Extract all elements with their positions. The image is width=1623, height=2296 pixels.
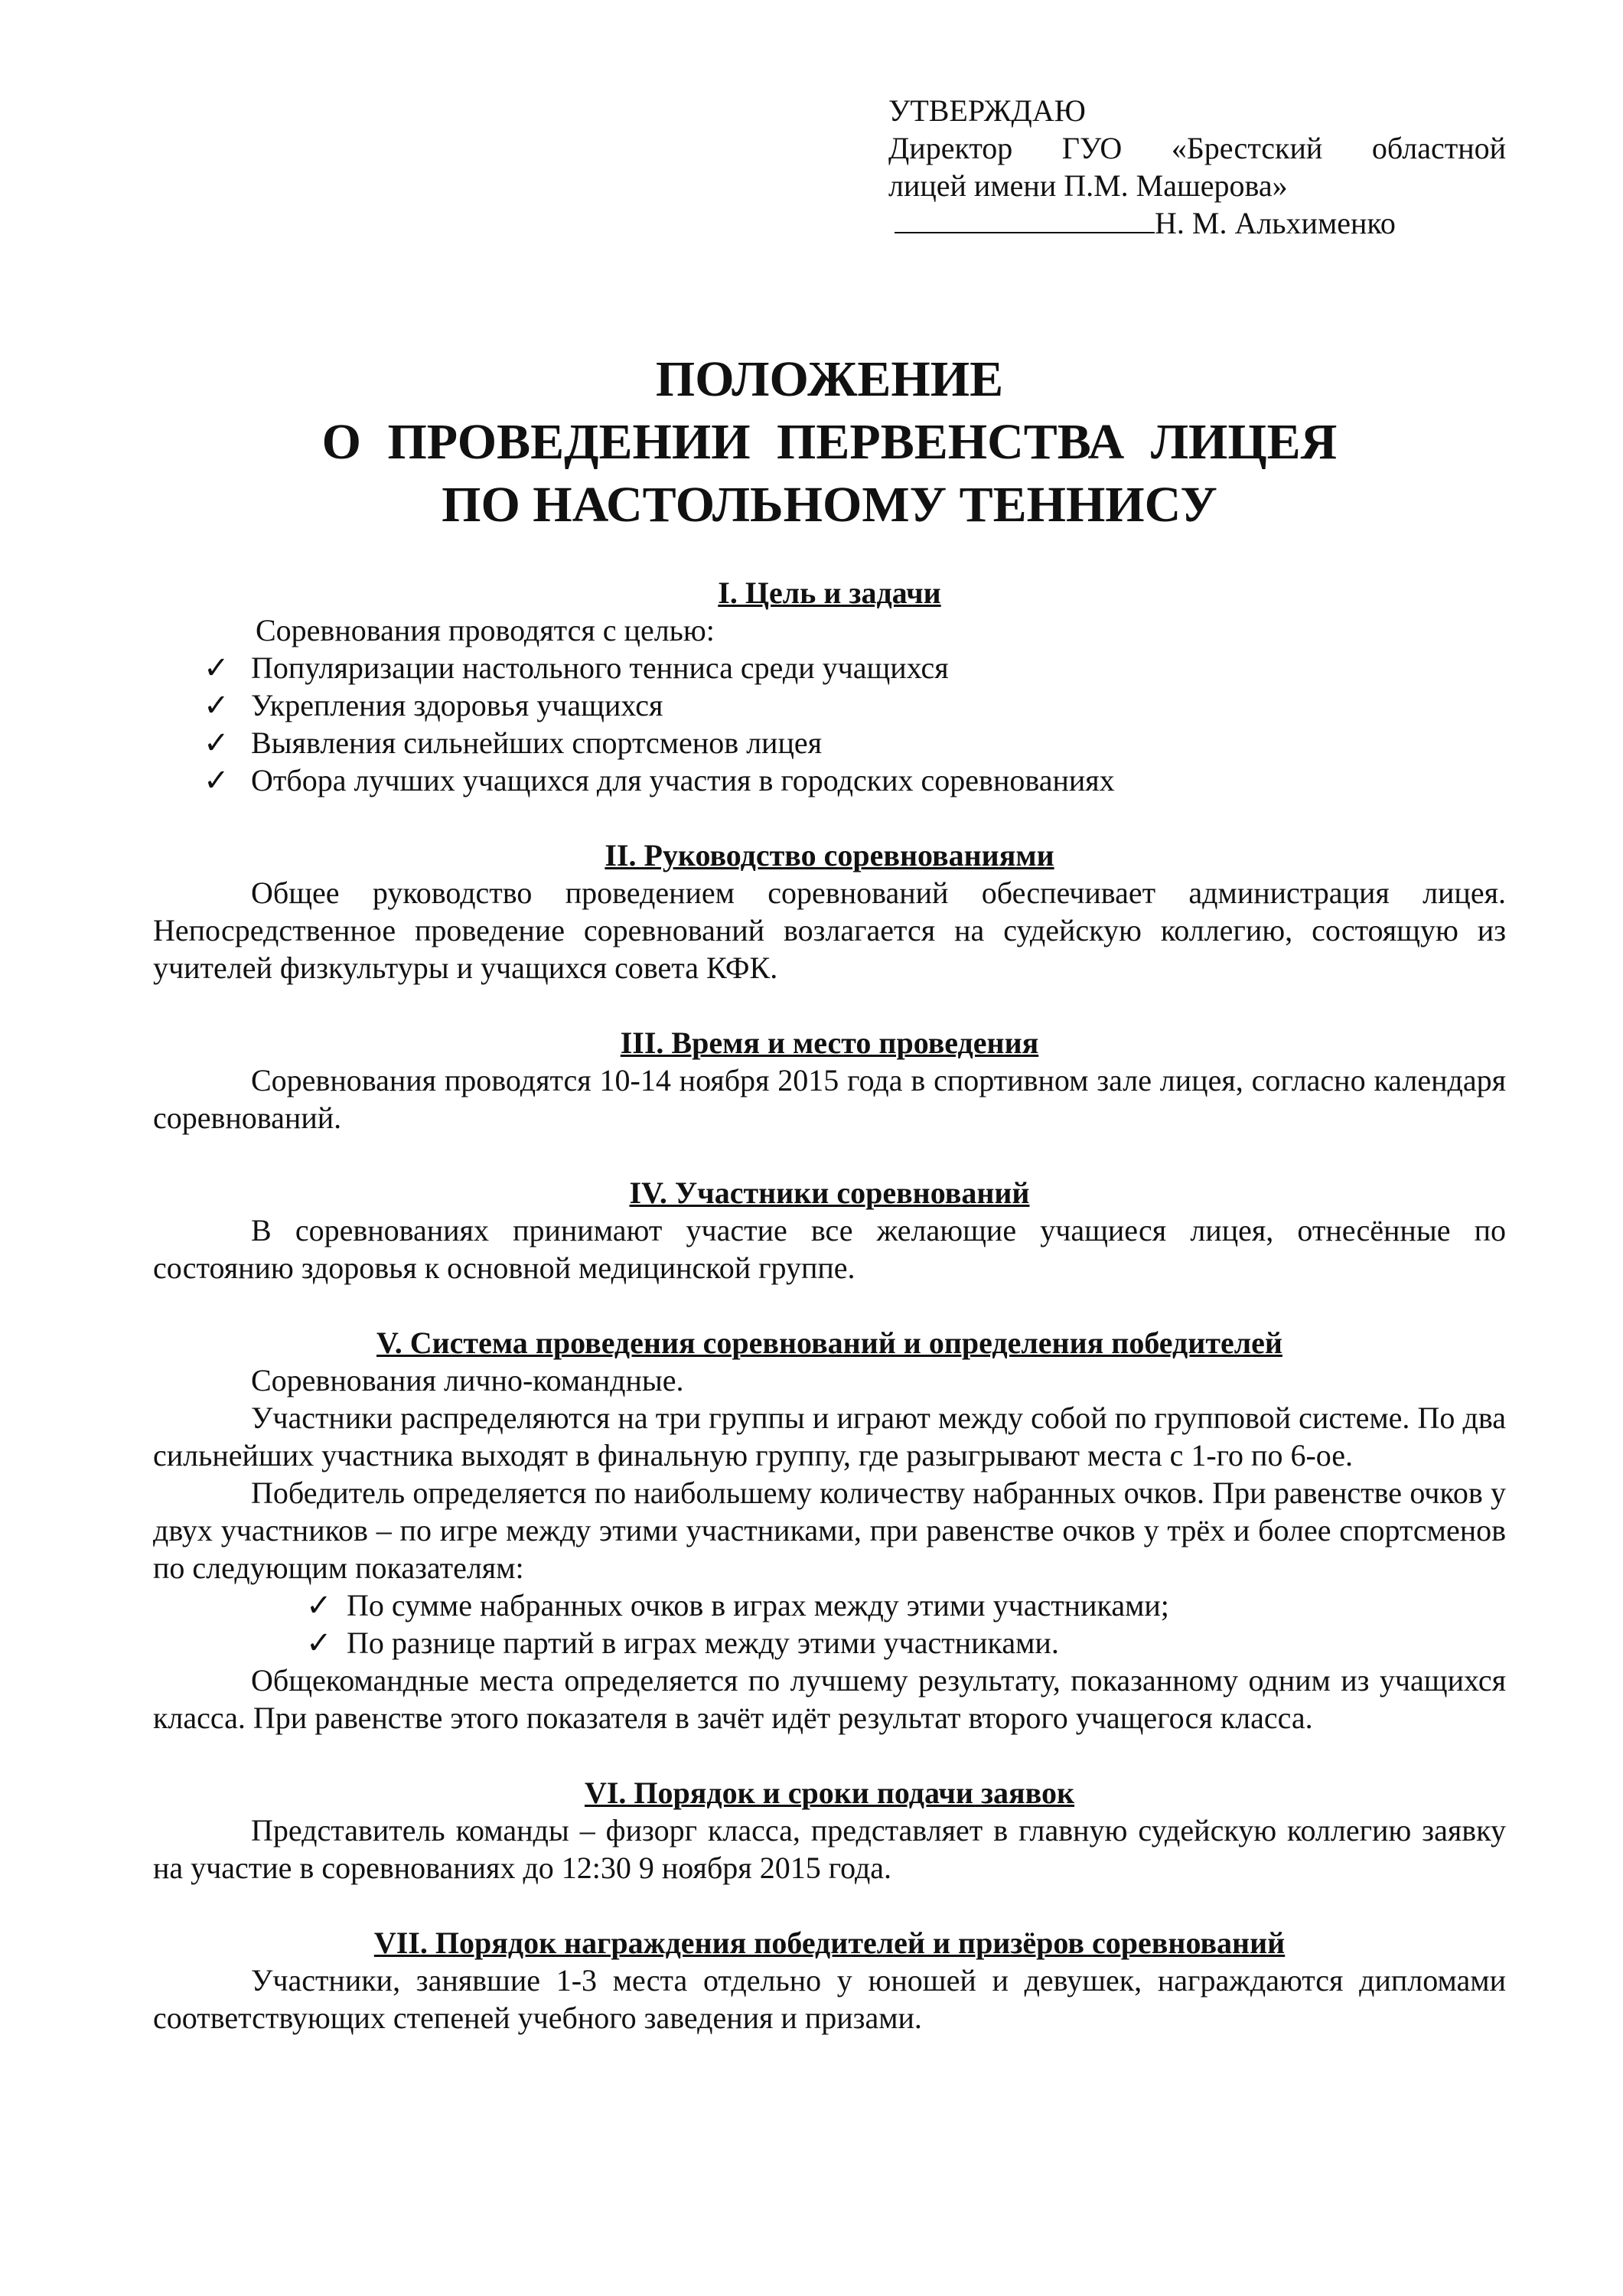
section-heading: V. Система проведения соревнований и определения победителей — [376, 1326, 1282, 1360]
paragraph: В соревнованиях принимают участие все желающие учащиеся лицея, отнесённые по состоянию здоровья к основной медицинской группе. — [153, 1213, 1506, 1285]
bullet-text: Выявления сильнейших спортсменов лицея — [251, 726, 823, 760]
bullet-text: Укрепления здоровья учащихся — [251, 688, 663, 722]
section-heading: VI. Порядок и сроки подачи заявок — [584, 1776, 1075, 1810]
check-icon: ✓ — [204, 726, 230, 760]
bullet-item — [153, 724, 1506, 762]
approval-block — [888, 92, 1506, 242]
bullet-text: По разнице партий в играх между этими участниками. — [347, 1626, 1059, 1660]
bullet-text: Отбора лучших учащихся для участия в городских соревнованиях — [251, 763, 1115, 797]
section-1 — [153, 574, 1506, 799]
section-6 — [153, 1774, 1506, 1887]
title-line-2: О ПРОВЕДЕНИИ ПЕРВЕНСТВА ЛИЦЕЯ — [321, 414, 1338, 470]
section-7 — [153, 1924, 1506, 2037]
bullet-item — [153, 762, 1506, 799]
paragraph: Участники, занявшие 1-3 места отдельно у юношей и девушек, награждаются дипломами соответствующих степеней учебного заведения и призами. — [153, 1963, 1506, 2035]
paragraph: Представитель команды – физорг класса, представляет в главную судейскую коллегию заявку на участие в соревнованиях до 12:30 9 ноября 2015 года. — [153, 1813, 1506, 1885]
bullet-text: Популяризации настольного тенниса среди учащихся — [251, 651, 949, 685]
approval-signature-row — [888, 204, 1506, 242]
bullet-item — [153, 1587, 1506, 1624]
document-body — [153, 574, 1506, 2037]
section-heading: IV. Участники соревнований — [629, 1176, 1030, 1210]
approval-organization: лицей имени П.М. Машерова» — [888, 168, 1288, 203]
section-heading: I. Цель и задачи — [718, 576, 941, 610]
section-heading: III. Время и место проведения — [620, 1026, 1039, 1060]
bullet-item — [153, 1624, 1506, 1662]
check-icon: ✓ — [204, 651, 230, 685]
section-5 — [153, 1324, 1506, 1737]
paragraph: Соревнования проводятся 10-14 ноября 2015 года в спортивном зале лицея, согласно календаря соревнований. — [153, 1063, 1506, 1135]
check-icon: ✓ — [306, 1588, 332, 1623]
approver-name: Н. М. Альхименко — [1155, 206, 1396, 240]
section-4 — [153, 1174, 1506, 1287]
paragraph: Соревнования лично-командные. — [251, 1363, 684, 1397]
bullet-text: По сумме набранных очков в играх между этими участниками; — [347, 1588, 1169, 1623]
document-title — [153, 348, 1506, 536]
signature-line — [895, 206, 1155, 233]
section-heading: VII. Порядок награждения победителей и призёров соревнований — [373, 1926, 1286, 1960]
paragraph: Участники распределяются на три группы и играют между собой по групповой системе. По два сильнейших участника выходят в финальную группу, где разыгрывают места с 1-го по 6-ое. — [153, 1401, 1506, 1473]
check-icon: ✓ — [204, 763, 230, 797]
check-icon: ✓ — [306, 1626, 332, 1660]
approval-heading: УТВЕРЖДАЮ — [888, 93, 1086, 128]
paragraph: Общее руководство проведением соревнований обеспечивает администрация лицея. Непосредственное проведение соревнований возлагается на судейскую коллегию, состоящую из учителей физкультуры и учащихся совета КФК. — [153, 876, 1506, 985]
bullet-item — [153, 687, 1506, 724]
section-heading: II. Руководство соревнованиями — [605, 838, 1054, 872]
approval-position: Директор ГУО «Брестский областной — [888, 131, 1506, 165]
bullet-item — [153, 649, 1506, 687]
section-2 — [153, 837, 1506, 987]
check-icon: ✓ — [204, 688, 230, 722]
paragraph: Победитель определяется по наибольшему количеству набранных очков. При равенстве очков у двух участников – по игре между этими участниками, при равенстве очков у трёх и более спортсменов по следующим показателям: — [153, 1476, 1506, 1585]
title-line-3: ПО НАСТОЛЬНОМУ ТЕННИСУ — [442, 477, 1217, 533]
section-3 — [153, 1024, 1506, 1137]
title-line-1: ПОЛОЖЕНИЕ — [655, 351, 1004, 407]
paragraph: Соревнования проводятся с целью: — [256, 613, 715, 647]
paragraph: Общекомандные места определяется по лучшему результату, показанному одним из учащихся класса. При равенстве этого показателя в зачёт идёт результат второго учащегося класса. — [153, 1663, 1506, 1735]
